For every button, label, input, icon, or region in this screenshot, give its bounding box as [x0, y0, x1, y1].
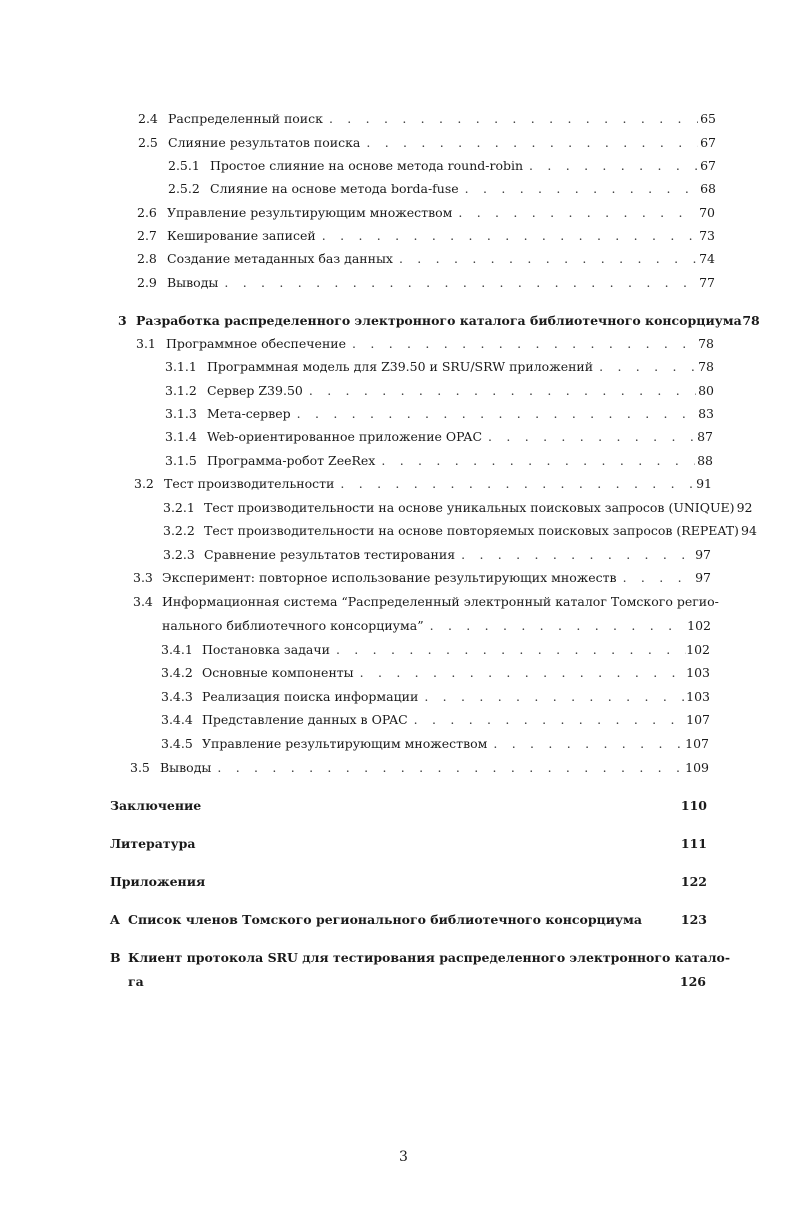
toc-entry-title: Слияние на основе метода borda-fuse: [210, 181, 459, 196]
toc-entry-title: Кеширование записей: [167, 228, 316, 243]
toc-entry-number: 3.4.5: [161, 736, 193, 751]
toc-entry-title: Выводы: [167, 275, 219, 290]
toc-entry-page: 78: [698, 336, 714, 351]
toc-entry: [134, 475, 712, 493]
toc-entry: [110, 949, 731, 967]
dot-leader: [393, 250, 697, 268]
toc-entry-number: 3.2.3: [163, 547, 195, 562]
toc-entry: [165, 382, 714, 400]
toc-entry: [110, 911, 707, 929]
toc-entry-title: Программная модель для Z39.50 и SRU/SRW приложений: [207, 359, 594, 374]
toc-entry-page: 107: [685, 736, 709, 751]
toc-entry-page: 67: [700, 158, 716, 173]
toc-entry-number: 2.6: [137, 205, 157, 220]
toc-entry-page: 92: [736, 500, 753, 515]
page-number: 3: [399, 1149, 408, 1165]
toc-entry-number: 3.4.4: [161, 712, 193, 727]
toc-entry: [137, 204, 715, 222]
toc-entry: [138, 110, 716, 128]
toc-entry: [110, 973, 706, 991]
dot-leader: [303, 382, 696, 400]
dot-leader: [205, 873, 681, 891]
toc-entry-number: 3: [118, 313, 127, 328]
toc-entry-title: Представление данных в OPAC: [202, 712, 408, 727]
toc-entry-number: 2.5.1: [168, 158, 200, 173]
dot-leader: [482, 428, 695, 446]
dot-leader: [459, 180, 698, 198]
dot-leader: [354, 664, 687, 682]
toc-entry-title: Тест производительности: [164, 476, 335, 491]
toc-entry-title: Сравнение результатов тестирования: [204, 547, 456, 562]
toc-entry-page: 102: [686, 642, 710, 657]
toc-entry: [110, 873, 707, 891]
toc-entry: [168, 180, 716, 198]
toc-entry-title: Эксперимент: повторное использование результирующих множеств: [162, 570, 617, 585]
dot-leader: [291, 405, 696, 423]
toc-entry-number: 2.5: [138, 135, 158, 150]
toc-entry-page: 110: [680, 798, 707, 813]
toc-entry: [137, 227, 715, 245]
toc-entry-number: 3.1.1: [165, 359, 197, 374]
toc-entry-title: Управление результирующим множеством: [167, 205, 453, 220]
toc-entry-number: 3.2.2: [163, 523, 195, 538]
dot-leader: [360, 134, 698, 152]
dot-leader: [323, 110, 698, 128]
toc-entry-title: Заключение: [110, 798, 202, 813]
toc-entry-number: 2.8: [137, 251, 157, 266]
dot-leader: [424, 617, 688, 635]
dot-leader: [195, 835, 680, 853]
toc-entry-number: 3.4: [133, 594, 153, 609]
toc-entry-number: 3.1.3: [165, 406, 197, 421]
toc-entry: [133, 617, 711, 635]
toc-entry-page: 91: [696, 476, 712, 491]
toc-entry-title: Список членов Томского регионального библиотечного консорциума: [128, 912, 643, 927]
dot-leader: [218, 274, 697, 292]
dot-leader: [617, 569, 693, 587]
dot-leader: [375, 452, 695, 470]
toc-entry-page: 102: [687, 618, 711, 633]
toc-entry: [161, 735, 709, 753]
toc-entry-title: Программа-робот ZeeRex: [207, 453, 376, 468]
toc-entry-title: Сервер Z39.50: [207, 383, 303, 398]
toc-entry: [168, 157, 716, 175]
toc-entry-page: 109: [685, 760, 709, 775]
toc-entry: [161, 688, 710, 706]
toc-entry-page: 74: [699, 251, 715, 266]
toc-entry-number: 3.3: [133, 570, 153, 585]
toc-entry-title: Простое слияние на основе метода round-robin: [210, 158, 524, 173]
toc-entry-title: Создание метаданных баз данных: [167, 251, 393, 266]
dot-leader: [316, 227, 697, 245]
dot-leader: [593, 358, 696, 376]
toc-entry-title: Информационная система “Распределенный электронный каталог Томского регио-: [162, 594, 719, 609]
dot-leader: [642, 911, 681, 929]
toc-entry-number: A: [110, 912, 120, 927]
toc-entry-number: 3.1.5: [165, 453, 197, 468]
toc-entry-title: нального библиотечного консорциума”: [162, 618, 424, 633]
dot-leader: [408, 711, 686, 729]
dot-leader: [418, 688, 686, 706]
toc-entry-number: 3.4.3: [161, 689, 193, 704]
toc-entry-page: 97: [695, 547, 711, 562]
toc-entry-page: 87: [697, 429, 713, 444]
toc-entry: [137, 250, 715, 268]
dot-leader: [452, 204, 697, 222]
toc-entry-number: 2.4: [138, 111, 158, 126]
toc-entry-title: Разработка распределенного электронного каталога библиотечного консорциума: [136, 313, 742, 328]
dot-leader: [330, 641, 686, 659]
toc-entry: [110, 835, 707, 853]
toc-entry-page: 83: [698, 406, 714, 421]
toc-entry: [165, 452, 713, 470]
toc-entry-page: 123: [680, 912, 707, 927]
toc-entry-title: Основные компоненты: [202, 665, 354, 680]
toc-entry-number: 3.1.4: [165, 429, 197, 444]
dot-leader: [144, 973, 680, 991]
dot-leader: [346, 335, 696, 353]
toc-entry-number: 3.4.2: [161, 665, 193, 680]
toc-entry-page: 107: [686, 712, 710, 727]
toc-entry-page: 78: [698, 359, 714, 374]
toc-entry-number: B: [110, 950, 121, 965]
toc-entry-page: 73: [699, 228, 715, 243]
toc-entry-page: 78: [742, 313, 760, 328]
dot-leader: [334, 475, 694, 493]
toc-entry-title: Клиент протокола SRU для тестирования распределенного электронного катало-: [128, 950, 731, 965]
toc-entry-title: Реализация поиска информации: [202, 689, 419, 704]
toc-entry-number: 3.1: [136, 336, 156, 351]
toc-entry: [161, 641, 710, 659]
toc-entry: [165, 358, 714, 376]
dot-leader: [523, 157, 698, 175]
toc-entry-title: Постановка задачи: [202, 642, 330, 657]
toc-entry: [163, 499, 753, 517]
toc-entry-number: 2.9: [137, 275, 157, 290]
toc-entry-page: 77: [699, 275, 715, 290]
toc-entry-page: 80: [698, 383, 714, 398]
toc-entry-page: 67: [700, 135, 716, 150]
toc-entry-title: Управление результирующим множеством: [202, 736, 488, 751]
toc-entry-title: Web-ориентированное приложение OPAC: [207, 429, 483, 444]
toc-entry: [138, 134, 716, 152]
toc-entry: [163, 546, 711, 564]
toc-entry-page: [730, 949, 748, 967]
toc-entry: [133, 569, 711, 587]
toc-entry: [163, 522, 757, 540]
toc-entry-title: Литература: [110, 836, 196, 851]
toc-entry-title: га: [128, 974, 144, 989]
toc-entry-number: 3.2: [134, 476, 154, 491]
toc-entry: [165, 405, 714, 423]
toc-entry-page: 111: [680, 836, 707, 851]
toc-entry-page: 68: [700, 181, 716, 196]
toc-entry: [110, 797, 707, 815]
toc-entry: [133, 593, 719, 611]
toc-entry-page: 65: [700, 111, 716, 126]
toc-entry-page: [719, 593, 737, 611]
toc-entry-title: Выводы: [160, 760, 212, 775]
toc-entry: [161, 711, 710, 729]
toc-entry-page: 126: [679, 974, 706, 989]
toc-entry-page: 97: [695, 570, 711, 585]
toc-entry: [161, 664, 710, 682]
toc-entry-page: 94: [741, 523, 757, 538]
toc-entry-title: Распределенный поиск: [168, 111, 323, 126]
toc-entry: [130, 759, 709, 777]
toc-entry: [136, 335, 714, 353]
dot-leader: [211, 759, 685, 777]
toc-entry-number: 2.7: [137, 228, 157, 243]
toc-entry-page: 88: [697, 453, 713, 468]
dot-leader: [201, 797, 681, 815]
toc-entry-page: 103: [686, 689, 710, 704]
dot-leader: [487, 735, 685, 753]
toc-entry-title: Приложения: [110, 874, 206, 889]
toc-entry-title: Тест производительности на основе повторяемых поисковых запросов (REPEAT): [204, 523, 739, 538]
toc-entry-page: 103: [686, 665, 710, 680]
toc-entry-number: 3.4.1: [161, 642, 193, 657]
toc-entry-title: Слияние результатов поиска: [168, 135, 361, 150]
toc-entry-title: Мета-сервер: [207, 406, 291, 421]
toc-entry-number: 2.5.2: [168, 181, 200, 196]
toc-entry-title: Тест производительности на основе уникальных поисковых запросов (UNIQUE): [204, 500, 735, 515]
toc-entry: [165, 428, 713, 446]
dot-leader: [455, 546, 693, 564]
toc-entry-number: 3.1.2: [165, 383, 197, 398]
toc-entry-title: Программное обеспечение: [166, 336, 347, 351]
toc-entry-page: 122: [680, 874, 707, 889]
toc-entry: [118, 312, 760, 330]
toc-entry-number: 3.2.1: [163, 500, 195, 515]
toc-entry: [137, 274, 715, 292]
toc-entry-page: 70: [699, 205, 715, 220]
toc-entry-number: 3.5: [130, 760, 150, 775]
